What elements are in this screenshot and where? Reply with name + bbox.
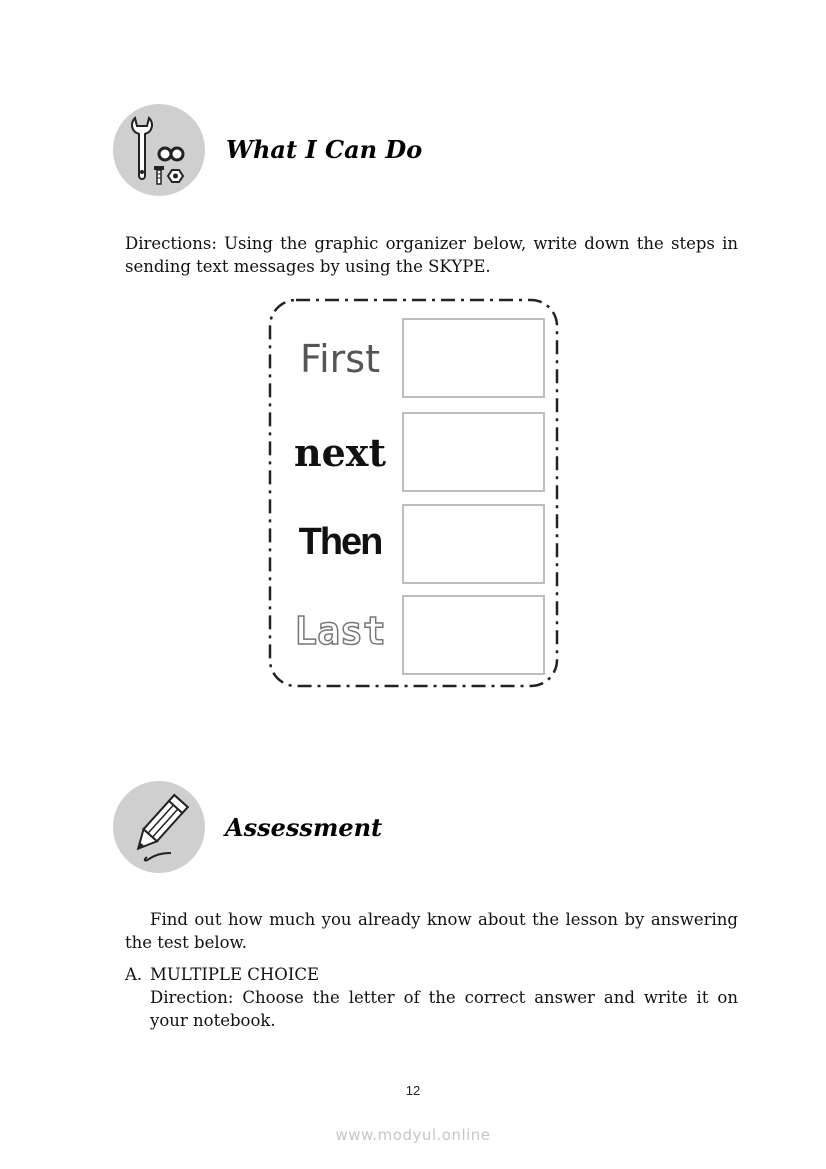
part-a-direction: Direction: Choose the letter of the correct answer and write it on your notebook.	[150, 988, 738, 1030]
part-a-heading	[125, 963, 319, 986]
part-a-title: MULTIPLE CHOICE	[150, 965, 320, 984]
wrench-and-nuts-icon	[113, 104, 205, 196]
organizer-label-next: next	[293, 430, 386, 475]
assessment-icon-badge	[113, 781, 205, 873]
directions-text: Directions: Using the graphic organizer below, write down the steps in sending text messages by using the SKYPE.	[125, 234, 738, 276]
organizer-answer-box-2[interactable]	[402, 412, 545, 492]
graphic-organizer	[268, 297, 559, 689]
part-a-marker: A.	[125, 965, 143, 984]
organizer-label-last: Last	[294, 609, 386, 653]
organizer-answer-box-1[interactable]	[402, 318, 545, 398]
section-title-what-i-can-do: What I Can Do	[226, 135, 423, 164]
watermark: www.modyul.online	[335, 1126, 491, 1144]
organizer-label-first: First	[300, 337, 380, 381]
assessment-intro: Find out how much you already know about the lesson by answering the test below.	[125, 910, 738, 952]
what-i-can-do-icon-badge	[113, 104, 205, 196]
page-number: 12	[405, 1083, 421, 1098]
section-title-assessment: Assessment	[225, 813, 383, 842]
organizer-answer-box-3[interactable]	[402, 504, 545, 584]
organizer-answer-box-4[interactable]	[402, 595, 545, 675]
organizer-label-then: Then	[298, 521, 382, 563]
pencil-icon	[113, 781, 205, 873]
